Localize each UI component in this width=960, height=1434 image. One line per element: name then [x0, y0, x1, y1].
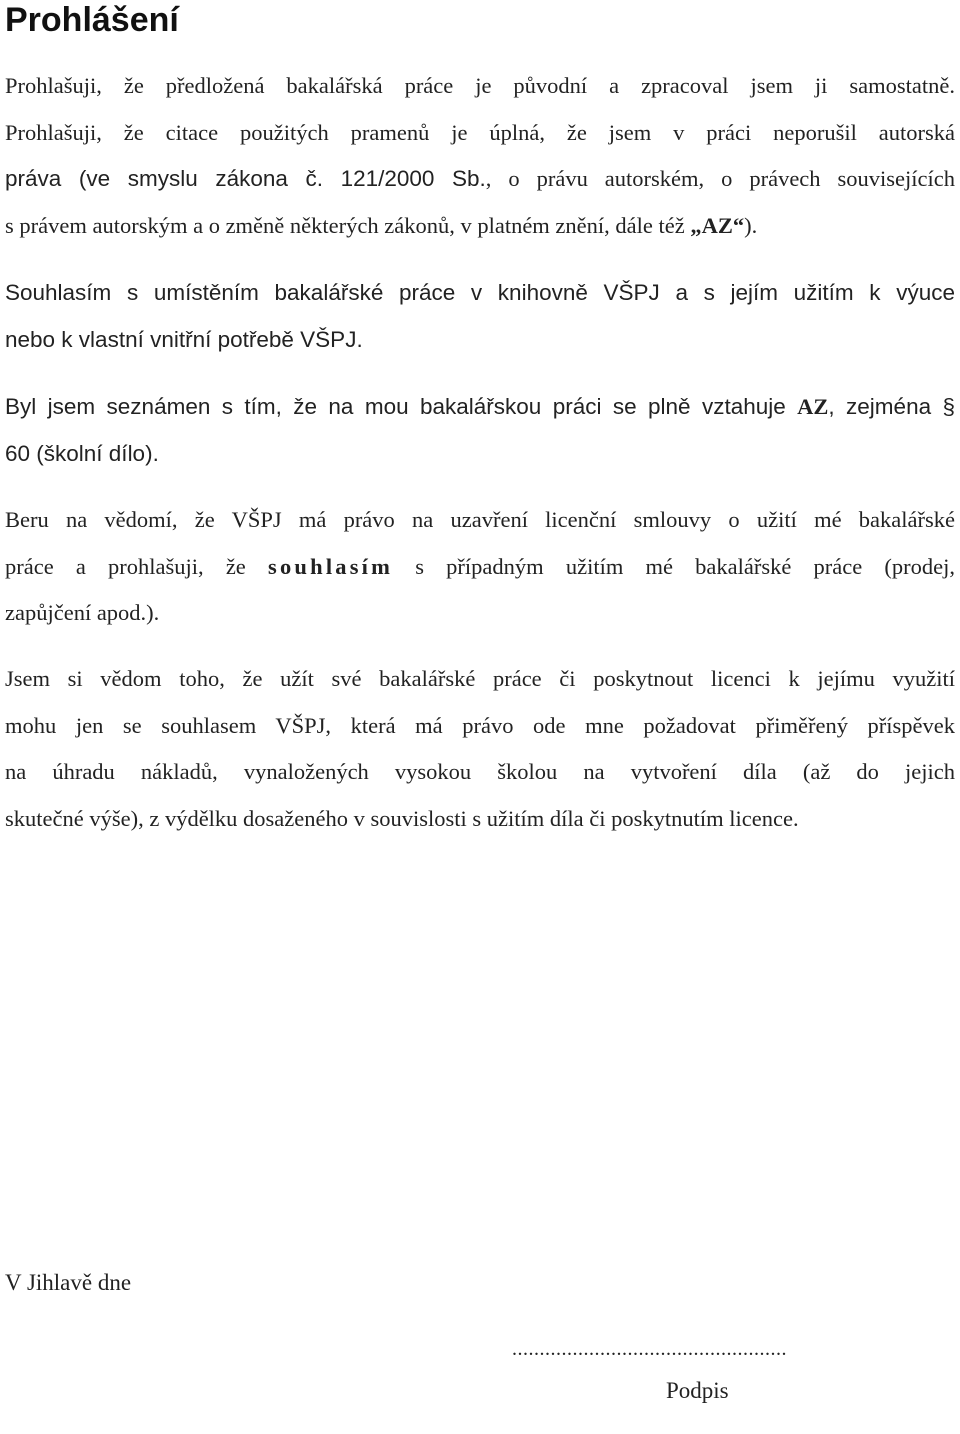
text-line: práva (ve smyslu zákona č. 121/2000 Sb., o právu autorském, o právech souvisejících	[5, 166, 955, 191]
az-abbreviation: AZ	[797, 394, 829, 419]
text-line: Jsem si vědom toho, že užít své bakalářské práce či poskytnout licenci k jejímu využití	[5, 666, 955, 691]
text-line: s právem autorským a o změně některých zákonů, v platném znění, dále též „AZ“).	[5, 212, 758, 238]
text-line: 60 (školní dílo).	[5, 440, 159, 466]
license-agreement-paragraph	[5, 497, 955, 637]
text-line: práce a prohlašuji, že souhlasím s případným užitím mé bakalářské práce (prodej,	[5, 553, 956, 579]
place-and-date: V Jihlavě dne	[5, 1270, 132, 1295]
consent-word: souhlasím	[267, 553, 394, 579]
text-line: Byl jsem seznámen s tím, že na mou bakalářskou práci se plně vztahuje AZ, zejména §	[5, 394, 955, 419]
text-line: skutečné výše), z výdělku dosaženého v souvislosti s užitím díla či poskytnutím licence.	[5, 805, 799, 831]
copyright-act-paragraph	[5, 384, 955, 477]
text-line: na úhradu nákladů, vynaložených vysokou školou na vytvoření díla (až do jejich	[5, 759, 955, 784]
text-line: Prohlašuji, že předložená bakalářská práce je původní a zpracoval jsem ji samostatně.	[5, 73, 955, 98]
text-line: nebo k vlastní vnitřní potřebě VŠPJ.	[5, 326, 363, 352]
text-line: Prohlašuji, že citace použitých pramenů je úplná, že jsem v práci neporušil autorská	[5, 119, 955, 145]
declaration-originality-paragraph	[5, 63, 955, 249]
az-abbreviation: „AZ“	[690, 212, 745, 238]
text-line: Beru na vědomí, že VŠPJ má právo na uzavření licenční smlouvy o užití mé bakalářské	[5, 507, 955, 532]
text-line: mohu jen se souhlasem VŠPJ, která má právo ode mne požadovat přiměřený příspěvek	[5, 712, 955, 738]
usage-terms-paragraph	[5, 656, 955, 842]
page-title: Prohlášení	[5, 1, 179, 39]
text-line: Souhlasím s umístěním bakalářské práce v knihovně VŠPJ a s jejím užitím k výuce	[5, 280, 955, 305]
signature-line: ..................................................	[512, 1338, 787, 1360]
library-consent-paragraph	[5, 270, 955, 363]
text-line: zapůjčení apod.).	[5, 600, 160, 625]
signature-label: Podpis	[666, 1378, 729, 1403]
